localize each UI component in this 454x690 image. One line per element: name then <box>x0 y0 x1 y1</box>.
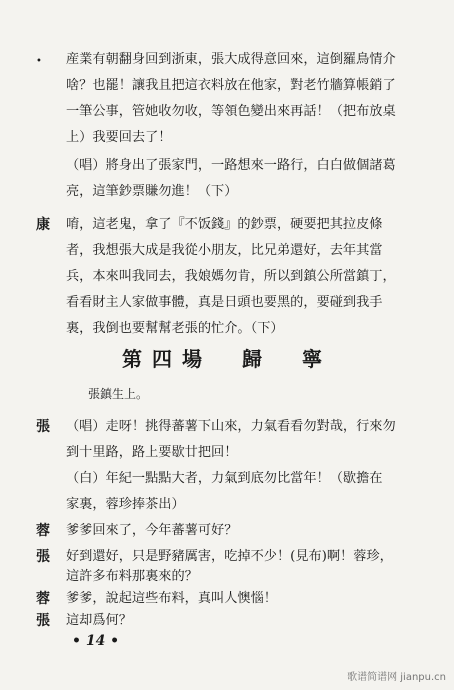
scene-title: 第四場 歸 寧 <box>122 347 332 371</box>
margin-mark: • <box>36 56 42 67</box>
speaker-label: 張 <box>36 549 50 565</box>
text-line: 裏，我倒也要幫幫老張的忙介。（下） <box>66 321 284 336</box>
text-line: 看看財主人家做事體，真是日頭也要黑的，要碰到我手 <box>66 295 383 310</box>
text-line: 到十里路，路上要歇廿把回！ <box>66 445 238 460</box>
text-line: 啥？也罷！讓我且把這衣料放在他家，對老竹牆算帳銷了 <box>66 78 396 93</box>
watermark: 歌谱简谱网 jianpu.cn <box>347 672 446 683</box>
text-line: 這許多布料那裏來的？ <box>66 569 198 584</box>
text-line: 爹爹，說起這些布料，真叫人懊惱！ <box>66 591 277 606</box>
speaker-label: 蓉 <box>36 591 50 607</box>
speaker-label: 張 <box>36 419 50 435</box>
speaker-label: 蓉 <box>36 523 50 539</box>
text-line: （唱）走呀！挑得蕃薯下山來，力氣看看勿對哉，行來勿 <box>66 419 396 434</box>
text-line: 兵，本來叫我同去，我娘媽勿肯，所以到鎮公所當鎮丁， <box>66 269 396 284</box>
speaker-label: 張 <box>36 613 50 629</box>
text-line: 産業有朝翻身回到浙東，張大成得意回來，這倒羅鳥情介 <box>66 52 396 67</box>
stage-direction: 張鎮生上。 <box>88 387 149 401</box>
text-line: 唷，這老鬼，拿了『不饭錢』的鈔票，硬要把其拉皮條 <box>66 217 383 232</box>
text-line: 家裏，蓉珍捧茶出） <box>66 497 185 512</box>
text-line: （唱）將身出了張家門，一路想來一路行，白白做個諸葛 <box>66 158 396 173</box>
speaker-label: 康 <box>36 217 50 233</box>
page-number: • 14 • <box>72 633 120 649</box>
text-line: （白）年紀一點點大者，力氣到底勿比當年！（歇擔在 <box>66 471 383 486</box>
text-line: 一筆公事，管她收勿收，等領色變出來再話！（把布放桌 <box>66 104 396 119</box>
text-line: 這却爲何？ <box>66 613 132 628</box>
text-line: 亮，這筆鈔票賺勿進！（下） <box>66 184 238 199</box>
text-line: 上）我要回去了！ <box>66 130 172 145</box>
text-line: 好到還好，只是野豬厲害，吃掉不少！(見布)啊！蓉珍， <box>66 549 393 564</box>
text-line: 者，我想張大成是我從小朋友，比兄弟還好，去年其當 <box>66 243 383 258</box>
text-line: 爹爹回來了，今年蕃薯可好？ <box>66 523 238 538</box>
